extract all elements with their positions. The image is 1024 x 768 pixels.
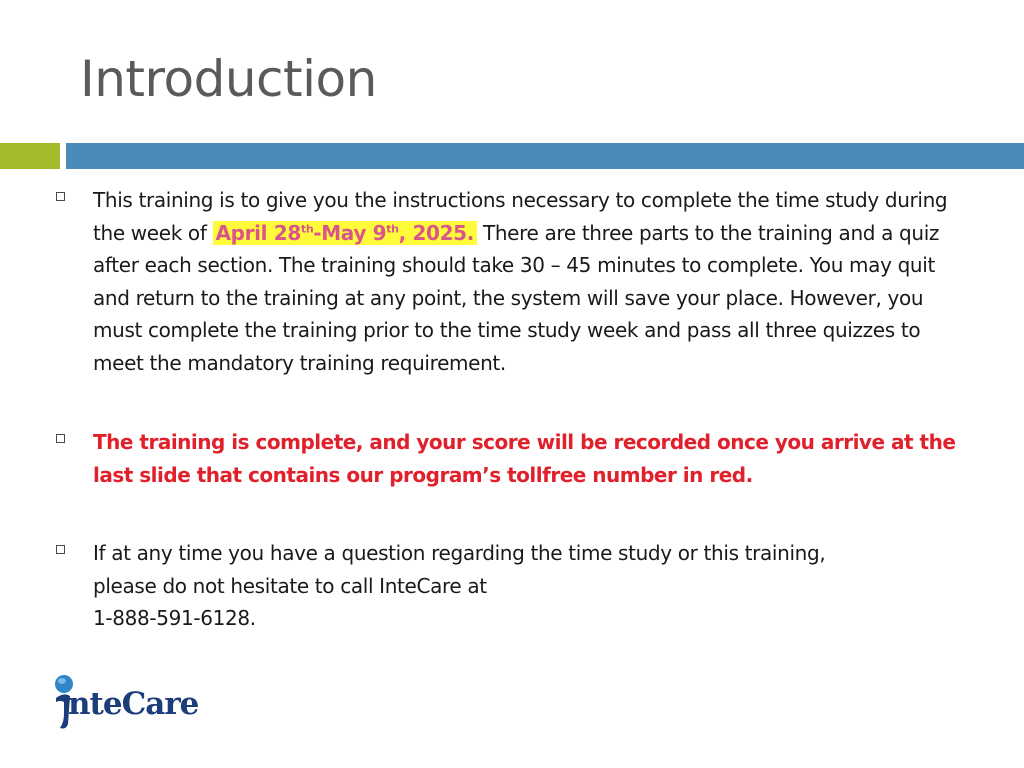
date-part: , 2025. <box>398 220 474 245</box>
accent-bar-green <box>0 143 60 169</box>
text-segment: This training is to give you the instructions necessary to complete the time study during the week of <box>93 188 948 245</box>
contact-line: please do not hesitate to call InteCare at <box>93 573 487 598</box>
bullet-text-red: The training is complete, and your score will be recorded once you arrive at the last slide that contains our program’s tollfree number in red. <box>93 430 956 487</box>
date-superscript: th <box>386 221 399 235</box>
page-title: Introduction <box>80 50 377 108</box>
square-bullet-icon <box>56 545 65 554</box>
bullet-completion-note <box>56 426 956 491</box>
bullet-training-info <box>56 184 956 379</box>
phone-number: 1-888-591-6128. <box>93 606 256 630</box>
date-part: -May 9 <box>313 220 387 245</box>
contact-line: If at any time you have a question regarding the time study or this training, <box>93 541 826 565</box>
square-bullet-icon <box>56 434 65 443</box>
square-bullet-icon <box>56 192 65 201</box>
highlighted-date <box>213 221 477 245</box>
bullet-text <box>93 184 956 379</box>
bullet-contact-info <box>56 537 956 635</box>
bullet-text <box>93 537 956 635</box>
date-superscript: th <box>300 221 314 235</box>
date-part: April 28 <box>215 220 301 245</box>
text-segment: There are three parts to the training and a quiz after each section. The training should take 30 – 45 minutes to complete. You may quit and return to the training at any point, the system will save your place. However, you must complete the training prior to the time study week and pass all three quizzes to meet the mandatory training requirement. <box>93 220 940 375</box>
intecare-logo <box>52 672 212 734</box>
accent-bar-blue <box>66 143 1024 169</box>
logo-text: nteCare <box>68 686 199 722</box>
